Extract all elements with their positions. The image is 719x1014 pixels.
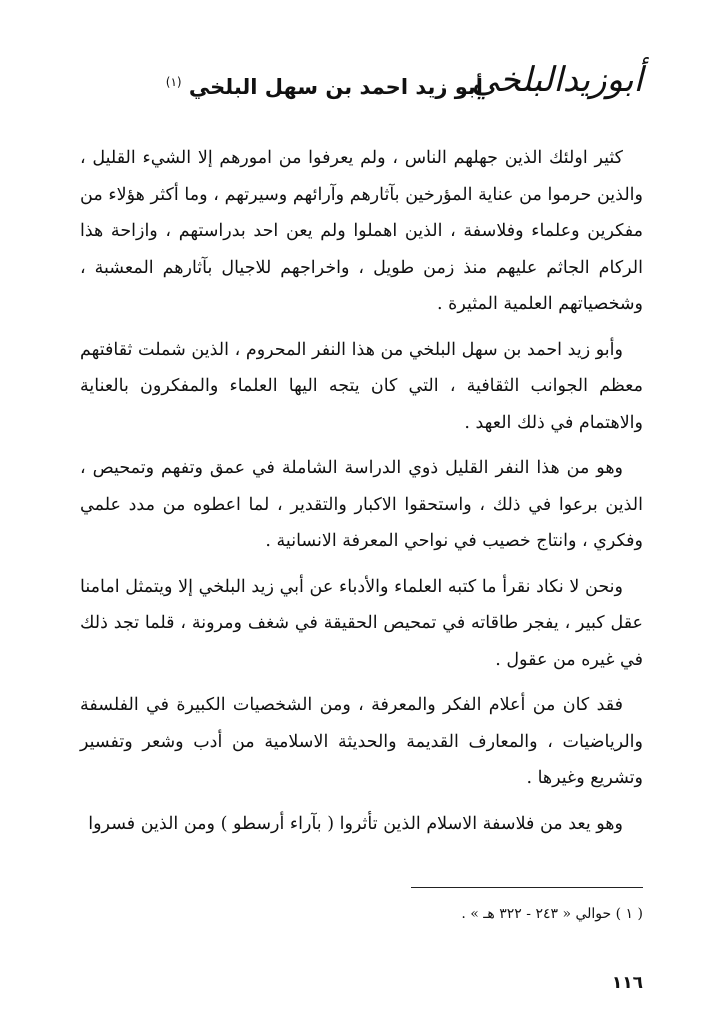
paragraph: وهو يعد من فلاسفة الاسلام الذين تأثروا ( بآراء أرسطو ) ومن الذين فسروا — [88, 813, 623, 834]
paragraph: وأبو زيد احمد بن سهل البلخي من هذا النفر المحروم ، الذين شملت ثقافتهم معظم الجوانب الثقافية ، التي كان يتجه اليها العلماء والمفكرون بالعناية والاهتمام في ذلك العهد . — [80, 339, 643, 433]
paragraph: وهو من هذا النفر القليل ذوي الدراسة الشاملة في عمق وتفهم وتمحيص ، الذين برعوا في ذلك ، واستحقوا الاكبار والتقدير ، لما اعطوه من مدد علمي وفكري ، وانتاج خصيب في نواحي المعرفة الانسانية . — [80, 458, 643, 551]
paragraph: فقد كان من أعلام الفكر والمعرفة ، ومن الشخصيات الكبيرة في الفلسفة والرياضيات ، والمعارف القديمة والحديثة الاسلامية من أدب وشعر وتفسير وتشريع وغيرها . — [80, 695, 643, 788]
page-title — [166, 66, 483, 103]
paragraph: كثير اولئك الذين جهلهم الناس ، ولم يعرفوا من امورهم إلا الشيء القليل ، والذين حرموا من عناية المؤرخين بآثارهم وآرائهم وسيرتهم ، وما أكثر هؤلاء من مفكرين وعلماء وفلاسفة ، الذين اهملوا ولم يعن احد بدراستهم ، وازاحة هذا الركام الجاثم عليهم منذ زمن طويل ، واخراجهم للاجيال بآثارهم المعشبة ، وشخصياتهم العلمية المثيرة . — [80, 148, 643, 314]
page-header — [60, 58, 643, 118]
footnote-reference: (١) — [165, 75, 182, 89]
page-title-text: أبو زيد احمد بن سهل البلخي — [188, 75, 483, 99]
footnote-divider — [411, 887, 643, 888]
footnote: ( ١ ) حوالي « ٢٤٣ - ٣٢٢ هـ » . — [461, 906, 643, 922]
page-number: ١١٦ — [611, 973, 643, 993]
paragraph: ونحن لا نكاد نقرأ ما كتبه العلماء والأدباء عن أبي زيد البلخي إلا ويتمثل امامنا عقل كبير ، يفجر طاقاته في تمحيص الحقيقة في شغف ومرونة ، قلما تجد ذلك في غيره من عقول . — [80, 576, 643, 670]
body-text — [80, 140, 643, 851]
calligraphic-name: أبوزيدالبلخي — [471, 60, 643, 100]
